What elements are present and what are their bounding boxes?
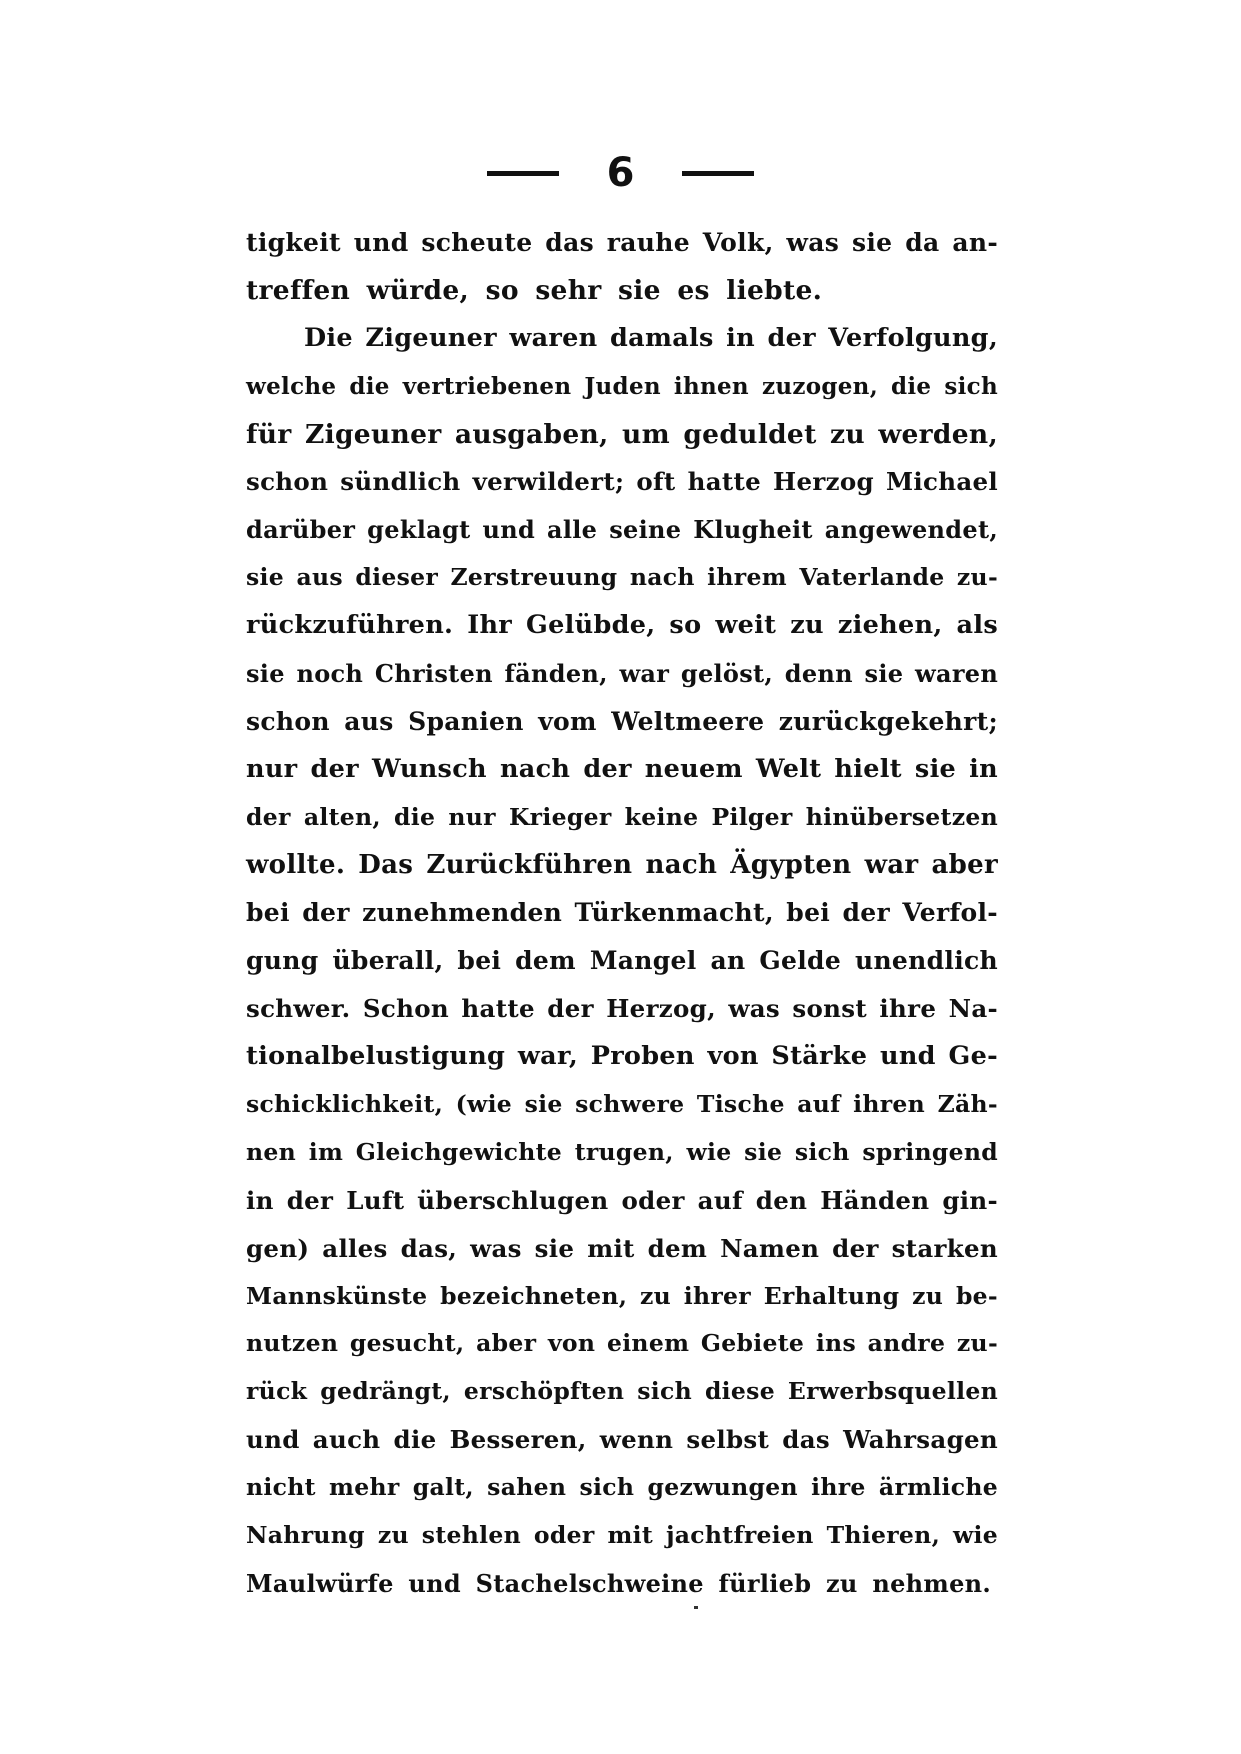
text-line: schon aus Spanien vom Weltmeere zurückgekehrt; [246,706,998,736]
text-line: nutzen gesucht, aber von einem Gebiete ins andre zu- [246,1329,998,1358]
text-line: gen) alles das, was sie mit dem Namen der starken [246,1233,998,1263]
text-line: nen im Gleichgewichte trugen, wie sie sich springend [246,1137,998,1166]
page-number: 6 [606,150,635,196]
text-line: tionalbelustigung war, Proben von Stärke und Ge- [246,1041,998,1072]
text-line: schon sündlich verwildert; oft hatte Herzog Michael [246,467,998,497]
text-line: Nahrung zu stehlen oder mit jachtfreien Thieren, wie [246,1521,998,1550]
text-line: sie noch Christen fänden, war gelöst, denn sie waren [246,659,999,689]
text-line: treffen würde, so sehr sie es liebte. [246,274,823,306]
text-line: nur der Wunsch nach der neuem Welt hielt sie in [246,753,998,784]
text-line: schwer. Schon hatte der Herzog, was sonst ihre Na- [246,994,998,1024]
text-line: sie aus dieser Zerstreuung nach ihrem Vaterlande zu- [246,563,998,592]
print-speck [694,1606,698,1609]
right-dash [682,171,754,176]
text-line: nicht mehr galt, sahen sich gezwungen ihre ärmliche [246,1473,998,1502]
page-header [0,146,1241,196]
text-line: tigkeit und scheute das rauhe Volk, was sie da an- [246,228,998,257]
text-line: der alten, die nur Krieger keine Pilger hinübersetzen [246,802,998,831]
text-line: Maulwürfe und Stachelschweine fürlieb zu nehmen. [246,1568,992,1598]
text-line: schicklichkeit, (wie sie schwere Tische auf ihren Zäh- [246,1090,998,1119]
text-line: für Zigeuner ausgaben, um geduldet zu werden, [246,418,998,450]
text-line: gung überall, bei dem Mangel an Gelde unendlich [246,946,998,976]
text-line: Mannskünste bezeichneten, zu ihrer Erhaltung zu be- [246,1281,998,1310]
left-dash [487,171,559,176]
text-line: Die Zigeuner waren damals in der Verfolgung, [304,322,998,353]
text-line: wollte. Das Zurückführen nach Ägypten war aber [246,849,998,880]
text-line: bei der zunehmenden Türkenmacht, bei der Verfol- [246,898,998,928]
body-text [246,219,998,1599]
text-line: und auch die Besseren, wenn selbst das Wahrsagen [246,1425,998,1455]
text-line: rück gedrängt, erschöpften sich diese Erwerbsquellen [246,1377,998,1406]
text-line: in der Luft überschlugen oder auf den Händen gin- [246,1185,998,1215]
text-line: welche die vertriebenen Juden ihnen zuzogen, die sich [246,372,998,400]
text-line: rückzuführen. Ihr Gelübde, so weit zu ziehen, als [246,610,998,641]
text-line: darüber geklagt und alle seine Klugheit angewendet, [246,515,998,545]
